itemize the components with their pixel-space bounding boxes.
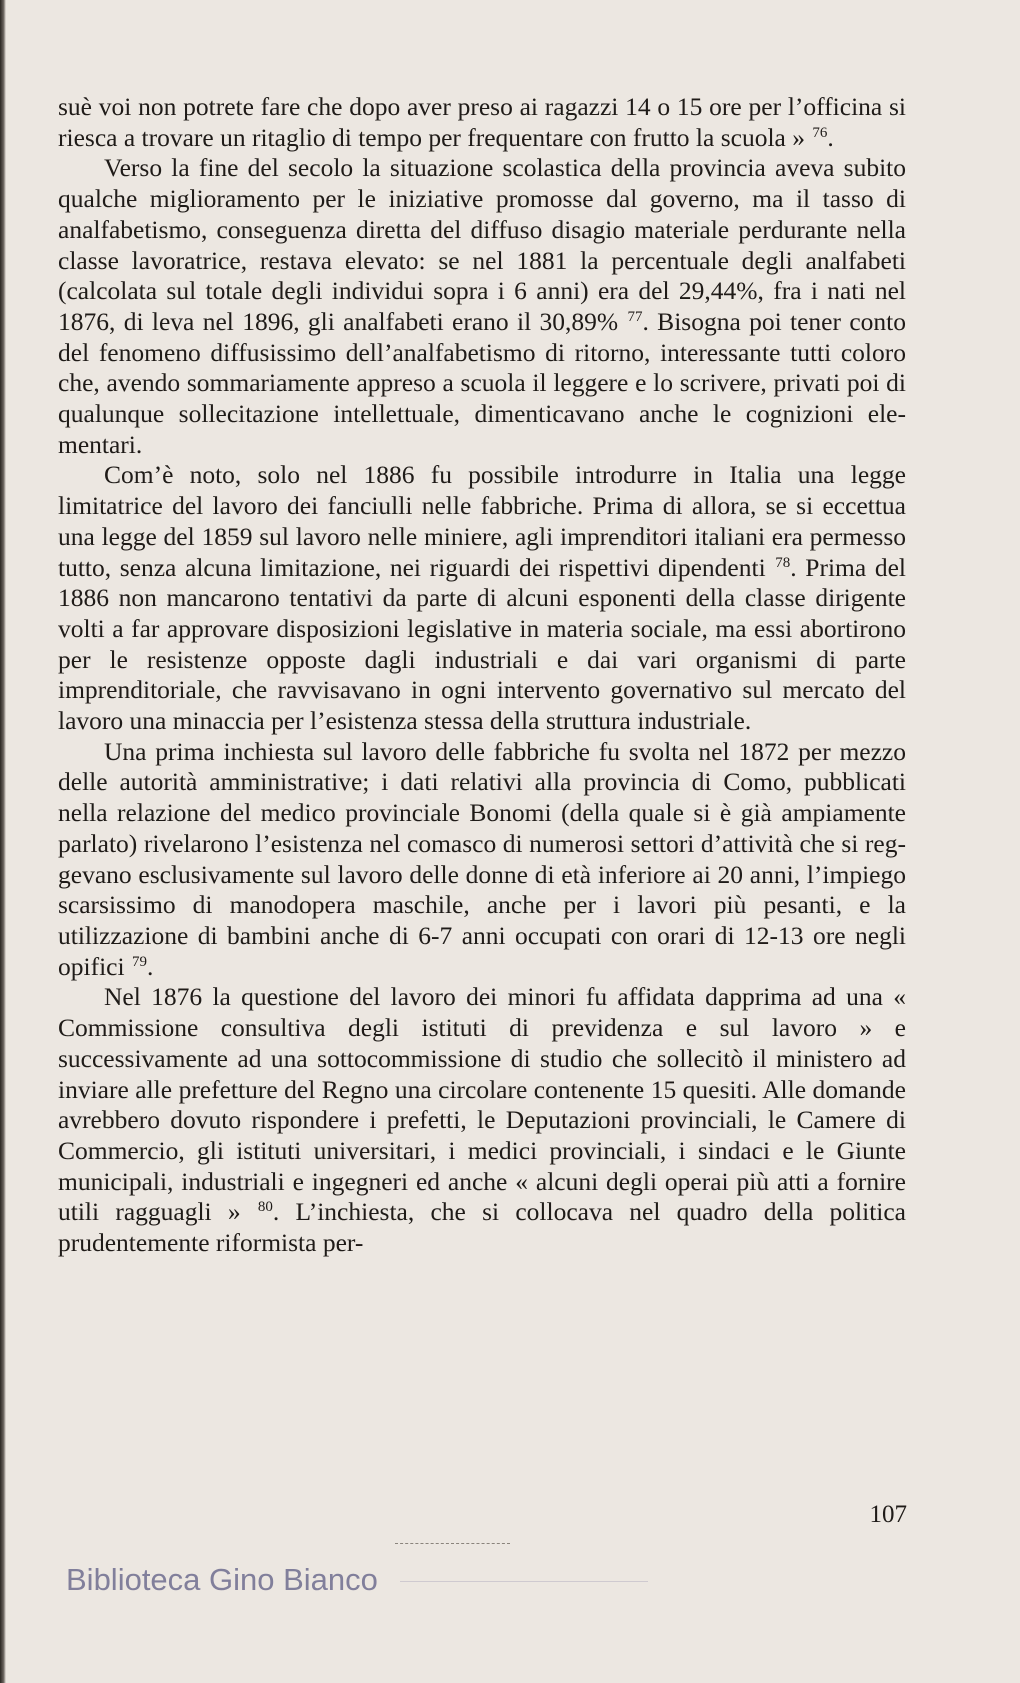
footnote-reference: 78: [775, 554, 791, 571]
paragraph-text: Com’è noto, solo nel 1886 fu possibile introdurre in Italia una legge limitatrice del lavoro dei fanciulli nelle fabbriche. Prima di allora, se si eccettua una legge del 1859 sul lavoro nelle miniere, agli imprenditori italiani era permesso tutto, senza alcuna limitazione, nei riguardi dei rispettivi dipendenti: [58, 460, 906, 582]
paragraph-4: [58, 737, 906, 983]
footnote-reference: 79: [131, 953, 147, 970]
document-body: [58, 92, 906, 1259]
paragraph-text: . Bisogna poi tener conto del fenomeno diffusissimo dell’analfabetismo di ritorno, interessante tutti coloro che, avendo sommariamente appreso a scuola il leggere e lo scrivere, privati poi di qualunque sollecitazione intellettuale, dimenticavano anche le cognizioni elementari.: [58, 306, 906, 459]
paragraph-text: .: [146, 951, 154, 981]
paragraph-text: Una prima inchiesta sul lavoro delle fabbriche fu svolta nel 1872 per mezzo delle autorità amministrative; i dati relativi alla provincia di Como, pubblicati nella relazione del medico provinciale Bonomi (della quale si è già ampiamente parlato) rivelarono l’esistenza nel comasco di numerosi settori d’attività che si reggevano esclusivamente sul lavoro delle donne di età inferiore ai 20 anni, l’impiego scarsissimo di manodopera maschile, anche per i lavori più pesanti, e la utilizzazione di bambini anche di 6-7 anni occupati con orari di 12-13 ore negli opifici: [58, 736, 906, 981]
footnote-reference: 77: [627, 308, 643, 325]
footnote-reference: 76: [812, 124, 828, 141]
paragraph-text: suè voi non potrete fare che dopo aver preso ai ragazzi 14 o 15 ore per l’officina si riesca a trovare un ritaglio di tempo per frequentare con frutto la scuola »: [58, 92, 906, 152]
paragraph-text: .: [827, 122, 834, 152]
page-number: 107: [869, 1501, 907, 1528]
stamp-divider: [395, 1543, 510, 1544]
paragraph-text: . L’inchiesta, che si collocava nel quadro della politica prudentemente riformista per-: [58, 1197, 906, 1258]
paragraph-text: Nel 1876 la questione del lavoro dei minori fu affidata dapprima ad una « Commissione consultiva degli istituti di previdenza e sul lavoro » e successivamente ad una sottocommissione di studio che sollecitò il ministero ad inviare alle prefetture del Regno una circolare contenente 15 quesiti. Alle domande avrebbero dovuto rispondere i prefetti, le Deputazioni provinciali, le Camere di Commercio, gli istituti universitari, i medici provinciali, i sindaci e le Giunte municipali, industriali e ingegneri ed anche « alcuni degli operai più atti a fornire utili ragguagli »: [58, 982, 906, 1227]
paragraph-1: [58, 92, 906, 153]
paragraph-text: Verso la fine del secolo la situazione scolastica della provincia aveva subito qualche miglioramento per le iniziative promosse dal governo, ma il tasso di analfabetismo, conseguenza diretta del diffuso disagio materiale perdurante nella classe lavoratrice, restava elevato: se nel 1881 la percentuale degli analfabeti (calcolata sul totale degli individui sopra i 6 anni) era del 29,44%, fra i nati nel 1876, di leva nel 1896, gli analfabeti erano il 30,89%: [58, 153, 906, 336]
paragraph-3: [58, 460, 906, 736]
paragraph-2: [58, 153, 906, 460]
stamp-rule: [400, 1581, 648, 1582]
paragraph-text: . Prima del 1886 non mancarono tentativi da parte di alcuni esponenti della classe dirigente volti a far approvare disposizioni legislative in materia sociale, ma essi abortirono per le resistenze opposte dagli industriali e dai vari organismi di parte imprenditoriale, che ravvisavano in ogni intervento governativo sul mercato del lavoro una minaccia per l’esistenza stessa della struttura industriale.: [58, 552, 906, 736]
library-stamp: Biblioteca Gino Bianco: [66, 1562, 378, 1597]
page-binding-edge: [0, 0, 6, 1683]
paragraph-5: [58, 982, 906, 1258]
footnote-reference: 80: [257, 1199, 273, 1216]
